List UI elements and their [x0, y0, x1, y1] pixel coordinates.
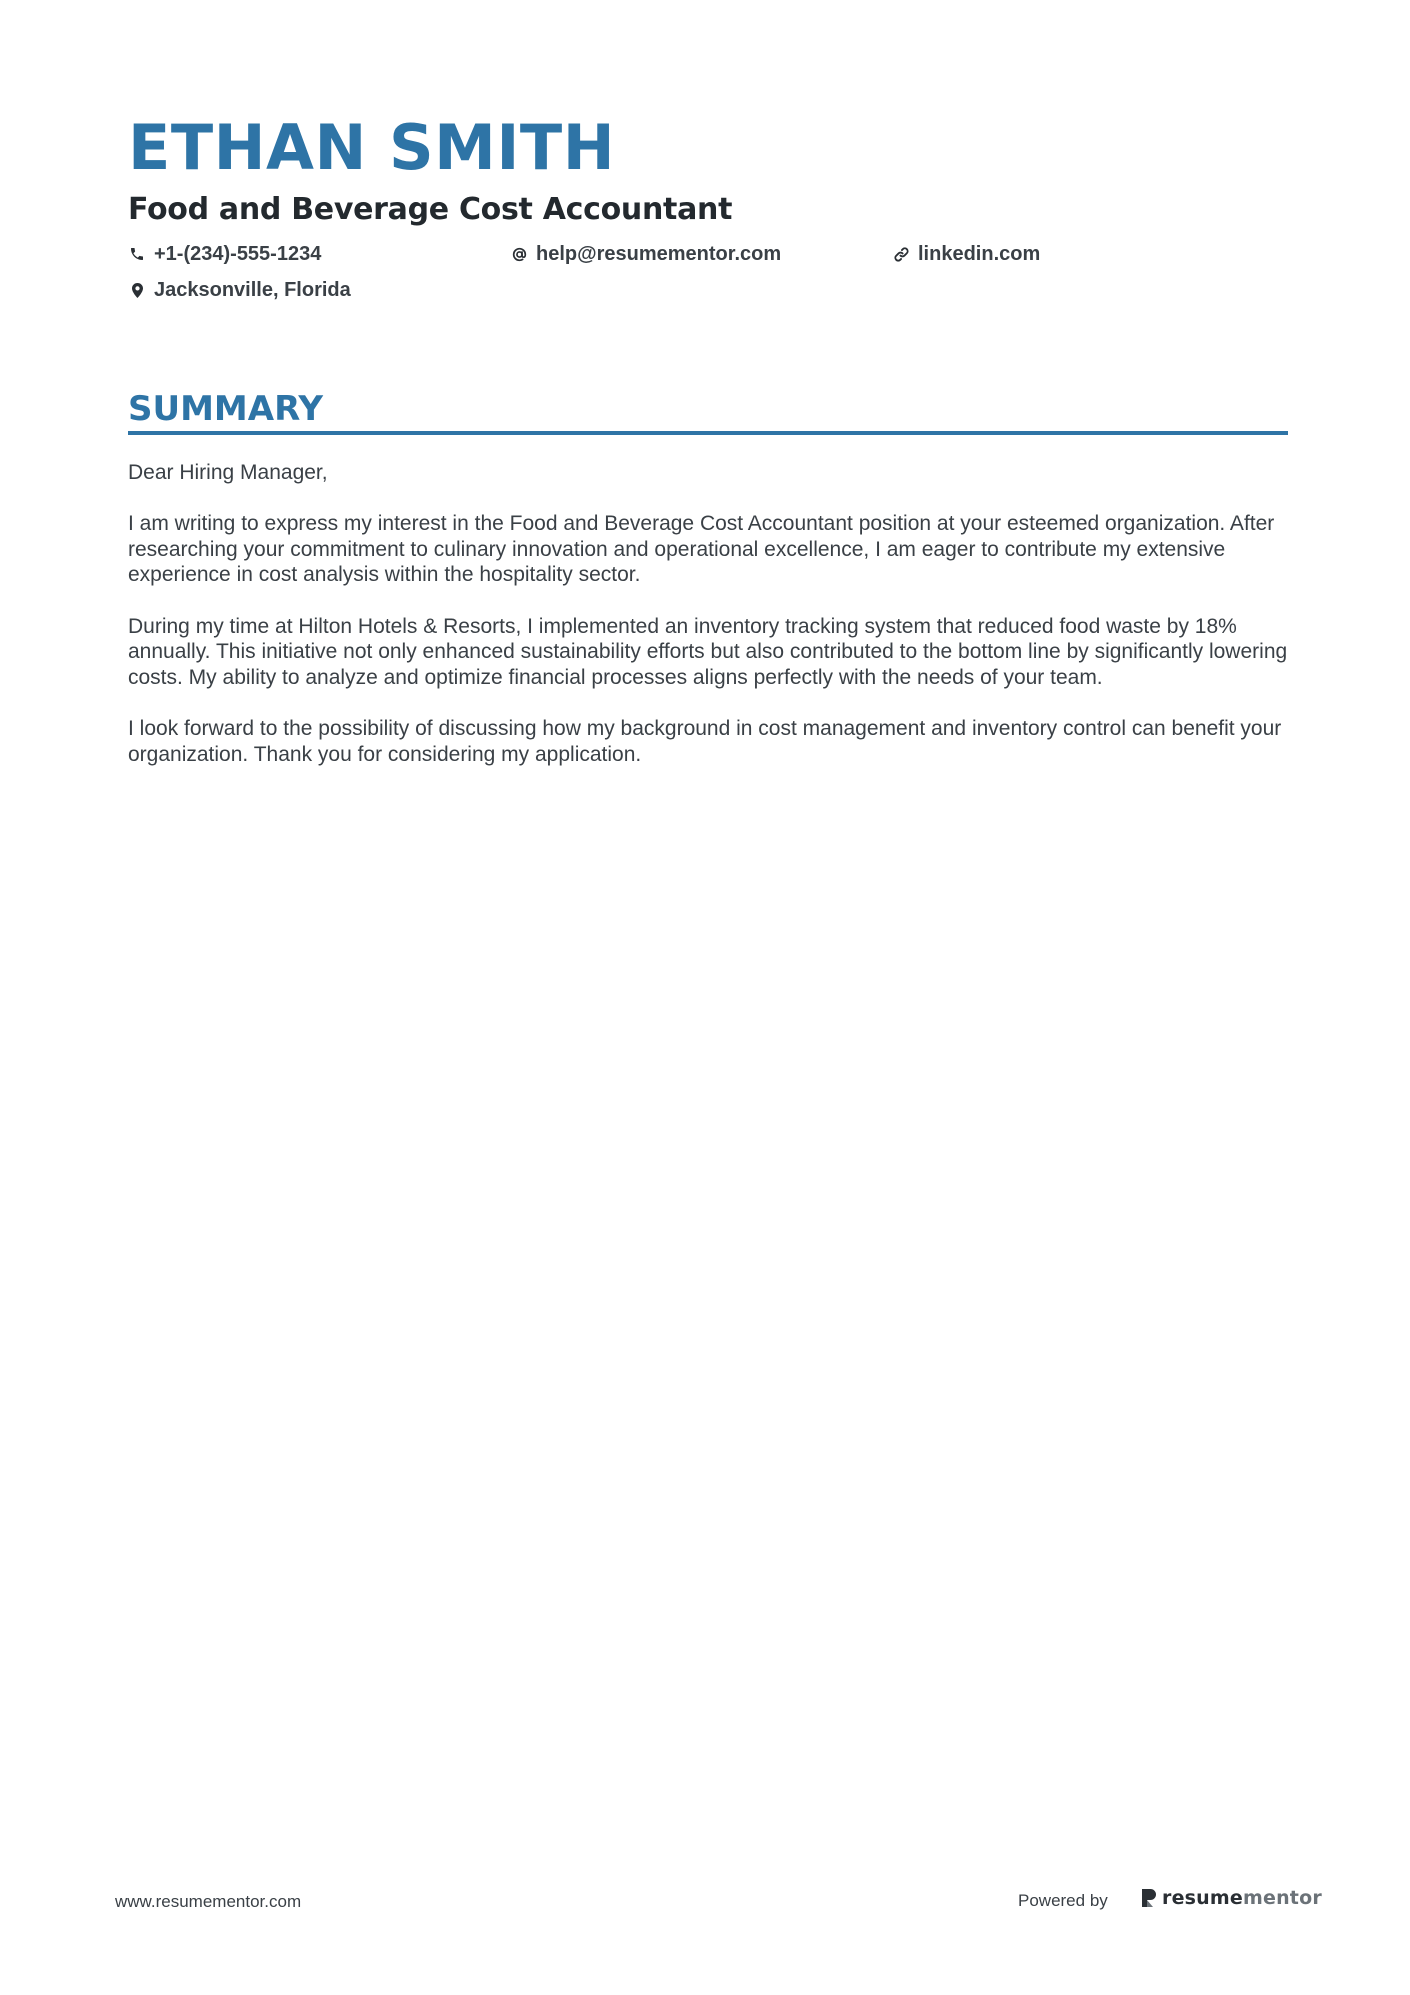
contact-email — [510, 240, 781, 268]
email-text[interactable]: help@resumementor.com — [536, 243, 782, 265]
summary-heading: SUMMARY — [128, 389, 324, 429]
brand-text-mentor: mentor — [1242, 1887, 1322, 1909]
section-divider — [128, 431, 1288, 435]
phone-text: +1-(234)-555-1234 — [154, 243, 322, 265]
location-text: Jacksonville, Florida — [154, 279, 351, 301]
link-text[interactable]: linkedin.com — [918, 243, 1041, 265]
candidate-name: ETHAN SMITH — [128, 111, 616, 184]
contact-link — [892, 240, 1040, 268]
job-title: Food and Beverage Cost Accountant — [128, 192, 733, 227]
contact-location — [128, 276, 351, 304]
footer-url[interactable]: www.resumementor.com — [115, 1892, 302, 1911]
summary-body — [128, 460, 1293, 793]
letter-paragraph: I am writing to express my interest in the Food and Beverage Cost Accountant position at your esteemed organization. After researching your commitment to culinary innovation and operational excellence, I am eager to contribute my extensive experience in cost analysis within the hospitality sector. — [128, 512, 1275, 587]
powered-by-label: Powered by — [1018, 1891, 1108, 1910]
phone-icon — [128, 245, 146, 263]
brand-mark-icon — [1140, 1887, 1158, 1909]
letter-paragraph: I look forward to the possibility of discussing how my background in cost management and inventory control can benefit your organization. Thank you for considering my application. — [128, 716, 1282, 766]
brand-logo[interactable] — [1140, 1885, 1322, 1911]
brand-text-resume: resume — [1162, 1887, 1243, 1909]
location-pin-icon — [128, 281, 146, 299]
link-icon — [892, 245, 910, 263]
at-icon — [510, 245, 528, 263]
letter-paragraph: During my time at Hilton Hotels & Resorts, I implemented an inventory tracking system that reduced food waste by 18% annually. This initiative not only enhanced sustainability efforts but also contributed to the bottom line by significantly lowering costs. My ability to analyze and optimize financial processes aligns perfectly with the needs of your team. — [128, 614, 1288, 689]
letter-greeting: Dear Hiring Manager, — [128, 461, 328, 484]
contact-phone — [128, 240, 321, 268]
